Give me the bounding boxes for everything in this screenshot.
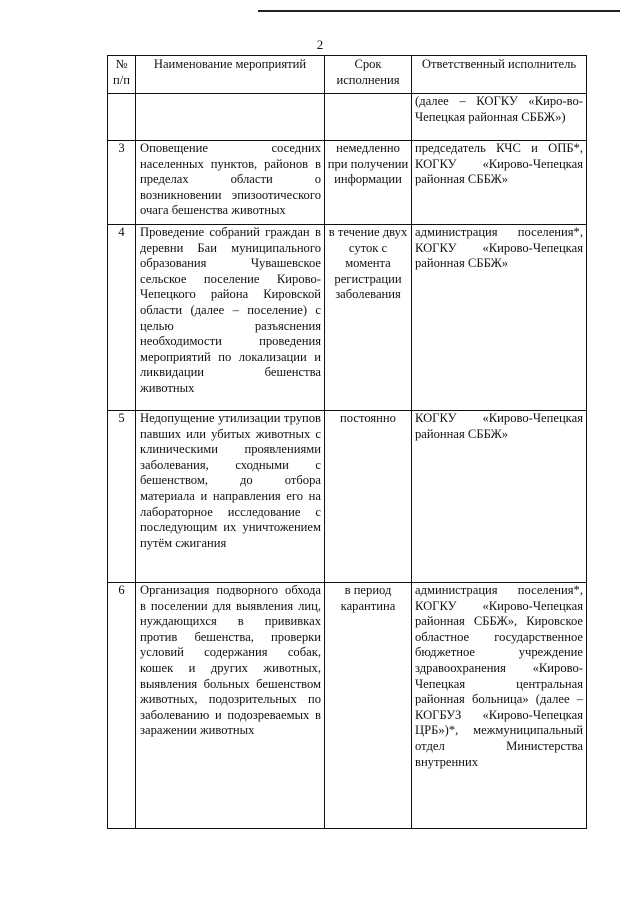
header-responsible: Ответственный исполнитель: [412, 56, 587, 94]
page-number: 2: [316, 37, 324, 52]
row-measure: Организация подворного обхода в поселении для выявления лиц, нуждающихся в прививках против бешенства, проверки условий содержания собак, кошек и других животных, выявления больных бешенством животных, подозрительных по заболеванию и подозреваемых в заражении животных: [136, 583, 325, 829]
row-responsible: администрация поселения*, КОГКУ «Кирово-Чепецкая районная СББЖ», Кировское областное государственное бюджетное учреждение здравоохранения «Кирово-Чепецкая центральная районная больница» (далее – КОГБУЗ «Кирово-Чепецкая ЦРБ»)*, межмуниципальный отдел Министерства внутренних: [412, 583, 587, 829]
header-deadline: Срок исполнения: [325, 56, 412, 94]
table-row: [108, 94, 587, 141]
row-deadline: постоянно: [325, 411, 412, 583]
row-number: 5: [108, 411, 136, 583]
table-row: [108, 411, 587, 583]
table-row: [108, 583, 587, 829]
table-row: [108, 225, 587, 411]
row-responsible: КОГКУ «Кирово-Чепецкая районная СББЖ»: [412, 411, 587, 583]
measures-table: [107, 55, 587, 829]
scan-edge-line: [258, 10, 620, 12]
row-deadline: немедленно при получении информации: [325, 141, 412, 225]
row-responsible: председатель КЧС и ОПБ*, КОГКУ «Кирово-Чепецкая районная СББЖ»: [412, 141, 587, 225]
row-measure: Проведение собраний граждан в деревни Баи муниципального образования Чувашевское сельское поселение Кирово-Чепецкого района Кировской области (далее – поселение) с целью разъяснения необходимости проведения мероприятий по локализации и ликвидации бешенства животных: [136, 225, 325, 411]
table-header-row: [108, 56, 587, 94]
row-responsible: администрация поселения*, КОГКУ «Кирово-Чепецкая районная СББЖ»: [412, 225, 587, 411]
row-number: 6: [108, 583, 136, 829]
header-number: № п/п: [108, 56, 136, 94]
row-measure: Оповещение соседних населенных пунктов, районов в пределах области о возникновении эпизоотического очага бешенства животных: [136, 141, 325, 225]
row-number: [108, 94, 136, 141]
row-number: 4: [108, 225, 136, 411]
row-number: 3: [108, 141, 136, 225]
header-measure-name: Наименование мероприятий: [136, 56, 325, 94]
row-responsible: (далее – КОГКУ «Киро-во-Чепецкая районная СББЖ»): [412, 94, 587, 141]
table-row: [108, 141, 587, 225]
row-measure: [136, 94, 325, 141]
row-measure: Недопущение утилизации трупов павших или убитых животных с клиническими проявлениями заболевания, сходными с бешенством, до отбора материала и направления его на лабораторное исследование с последующим их уничтожением путём сжигания: [136, 411, 325, 583]
row-deadline: в период карантина: [325, 583, 412, 829]
row-deadline: в течение двух суток с момента регистрации заболевания: [325, 225, 412, 411]
row-deadline: [325, 94, 412, 141]
